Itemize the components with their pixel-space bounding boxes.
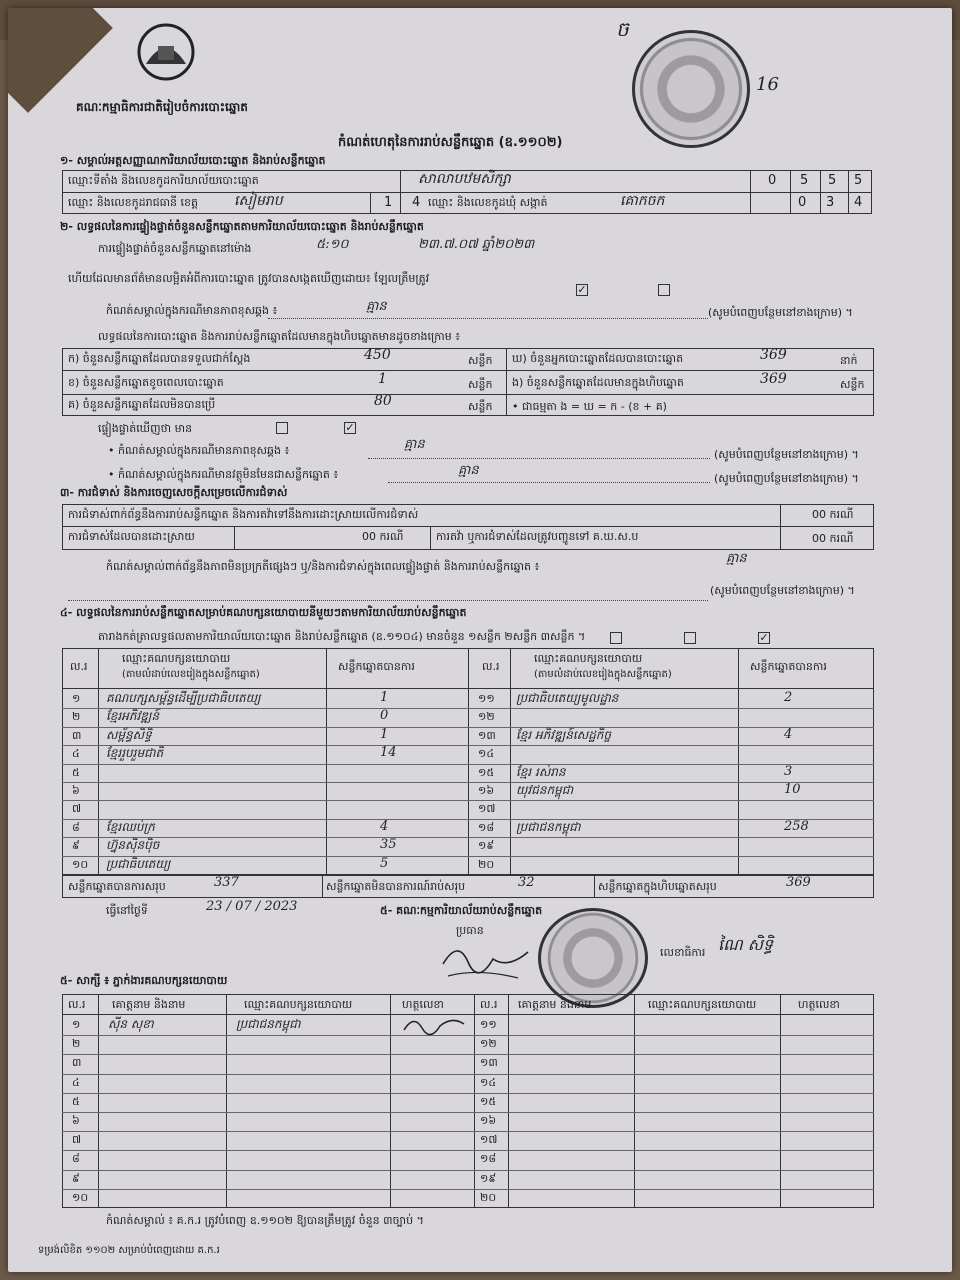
province-code-2: 4 bbox=[412, 195, 421, 210]
recon-a-label: ក) ចំនួនសន្លឹកឆ្នោតដែលបានទទួលជាក់ស្តែង bbox=[68, 352, 251, 365]
results-row-votes: 4 bbox=[380, 819, 389, 834]
pages-3-checkbox[interactable]: ✓ bbox=[759, 631, 769, 644]
results-row-no: ៥ bbox=[72, 766, 80, 779]
observers-col-signature: ហត្ថលេខា bbox=[402, 998, 444, 1011]
observer-row-no: ១៤ bbox=[480, 1076, 497, 1089]
observer-row-no: ១៨ bbox=[480, 1152, 497, 1165]
remark-value: គ្មាន bbox=[366, 299, 387, 314]
form-note: កំណត់សម្គាល់ ៖ គ.ក.រ ត្រូវបំពេញ ឧ.១១០២ ឱ្យបានត្រឹមត្រូវ ចំនួន ៣ច្បាប់ ។ bbox=[106, 1214, 424, 1227]
observer-row-no: ៥ bbox=[72, 1095, 80, 1108]
valid-total-value: 337 bbox=[214, 875, 239, 890]
secretary-label: លេខាធិការ bbox=[660, 946, 706, 959]
opening-text-1: ការផ្ទៀងផ្ទាត់ចំនួនសន្លឹកឆ្នោតនៅម៉ោង bbox=[98, 242, 252, 255]
chairman-label: ប្រធាន bbox=[456, 924, 484, 937]
chairman-signature bbox=[438, 934, 538, 984]
results-row-party: ខ្មែរ រស់រាន bbox=[516, 765, 566, 779]
bullet-remark-1-value: គ្មាន bbox=[404, 437, 425, 452]
opening-text-2: ហើយដែលមានព័ត៌មានលម្អិតអំពីការបោះឆ្នោត ត្រូវបានសង្កេតឃើញដោយ៖ ឡែលត្រឹមត្រូវ bbox=[68, 272, 430, 285]
observer-row-no: ១១ bbox=[480, 1018, 497, 1031]
results-row-votes: 5 bbox=[380, 856, 389, 871]
results-row-no: ១៨ bbox=[478, 821, 495, 834]
remark-label: កំណត់សម្គាល់ក្នុងករណីមានភាពខុសឆ្គង ៖ bbox=[106, 304, 278, 317]
observer-row-no: ១៧ bbox=[480, 1133, 498, 1146]
results-row-party: សម្ព័ន្ធសិទ្ធិ bbox=[106, 728, 152, 742]
polling-station-value: សាលាបឋមសិក្សា bbox=[418, 171, 511, 187]
observer-row-name: ស៊ីន សុខា bbox=[108, 1017, 154, 1031]
results-col-party-sub: (តាមលំដាប់លេខរៀងក្នុងសន្លឹកឆ្នោត) bbox=[122, 669, 260, 680]
committee-signature-heading: ៥- គណៈកម្មការិយាល័យរាប់សន្លឹកឆ្នោត bbox=[380, 904, 543, 917]
observer-row-no: ៩ bbox=[72, 1172, 80, 1185]
results-row-party: យុវជនកម្ពុជា bbox=[516, 783, 574, 797]
province-code-1: 1 bbox=[384, 195, 393, 210]
observer-row-no: ១៦ bbox=[480, 1114, 497, 1127]
results-row-party: ខ្មែរឈប់ក្រ bbox=[106, 820, 155, 834]
observer-row-party: ប្រជាជនកម្ពុជា bbox=[236, 1017, 301, 1031]
seal-broken-checkbox[interactable] bbox=[658, 284, 670, 296]
invalid-total-label: សន្លឹកឆ្នោតមិនបានការណ៍រាប់សរុប bbox=[326, 880, 466, 893]
observers-col-name: គោត្តនាម និងនាម bbox=[112, 998, 186, 1011]
results-row-no: ២០ bbox=[478, 858, 495, 871]
official-seal-bottom bbox=[538, 908, 648, 1008]
results-row-no: ២ bbox=[72, 710, 81, 723]
results-row-no: ៤ bbox=[72, 747, 80, 760]
pages-1-checkbox[interactable] bbox=[610, 632, 622, 644]
recon-d-label: ឃ) ចំនួនអ្នកបោះឆ្នោតដែលបានបោះឆ្នោត bbox=[512, 352, 684, 365]
bullet-remark-1: • កំណត់សម្គាល់ក្នុងករណីមានភាពខុសឆ្គង ៖ bbox=[108, 444, 290, 457]
complaints-row2-value: 00 ករណី bbox=[362, 530, 404, 543]
results-row-no: ១៤ bbox=[478, 747, 495, 760]
opening-time: ៥:១០ bbox=[316, 237, 349, 252]
ballots-in-box-value: 369 bbox=[786, 875, 811, 890]
recon-d-value: 369 bbox=[760, 347, 787, 363]
observer-row-no: ១ bbox=[72, 1018, 81, 1031]
station-digit-4: 5 bbox=[854, 173, 863, 188]
opening-date: ២៣.៧.០៧ ឆ្នាំ២០២៣ bbox=[418, 237, 535, 252]
complaints-remark-value: គ្មាន bbox=[726, 551, 747, 566]
results-row-no: ៧ bbox=[72, 802, 82, 815]
results-row-no: ១៦ bbox=[478, 784, 495, 797]
form-code: ទម្រង់លិខិត ១១០២ សម្រាប់បំពេញដោយ គ.ក.រ bbox=[38, 1245, 220, 1256]
observers-col-name-2: គោត្តនាម និងនាម bbox=[518, 998, 592, 1011]
results-row-party: ប្រជាធិបតេយ្យមូលដ្ឋាន bbox=[516, 691, 619, 705]
observer-signature bbox=[400, 1012, 470, 1038]
results-row-votes: 14 bbox=[380, 745, 397, 760]
section-4-intro: តារាងកត់ត្រាលទ្ធផលតាមការិយាល័យបោះឆ្នោត និងរាប់សន្លឹកឆ្នោត (ឧ.១១០៤) មានចំនួន ១សន្លឹក ២សន្លឹក ៣សន្លឹក ។ bbox=[98, 630, 586, 643]
observer-row-no: ១៥ bbox=[480, 1095, 497, 1108]
observer-row-no: ១៩ bbox=[480, 1172, 497, 1185]
commune-label: ឈ្មោះ និងលេខកូដឃុំ សង្កាត់ bbox=[428, 196, 548, 209]
results-col-votes-2: សន្លឹកឆ្នោតបានការ bbox=[750, 660, 827, 673]
observer-row-no: ៧ bbox=[72, 1133, 82, 1146]
results-row-no: ១៥ bbox=[478, 766, 495, 779]
results-row-party: ខ្មែរ អភិវឌ្ឍន៍សេដ្ឋកិច្ច bbox=[516, 728, 611, 742]
results-row-party: គណបក្សសម្ព័ន្ធដើម្បីប្រជាធិបតេយ្យ bbox=[106, 691, 261, 705]
recon-e-unit: សន្លឹក bbox=[840, 378, 865, 391]
results-row-party: ហ្វ៊ុនស៊ិនប៉ិច bbox=[106, 838, 160, 852]
handwritten-number: 16 bbox=[756, 74, 779, 95]
polling-station-label: ឈ្មោះទីតាំង និងលេខកូដការិយាល័យបោះឆ្នោត bbox=[68, 174, 259, 187]
committee-name: គណៈកម្មាធិការជាតិរៀបចំការបោះឆ្នោត bbox=[76, 100, 248, 114]
recon-b-value: 1 bbox=[378, 371, 387, 387]
results-row-votes: 10 bbox=[784, 782, 801, 797]
station-digit-1: 0 bbox=[768, 173, 777, 188]
recon-d-unit: នាក់ bbox=[840, 354, 858, 367]
observer-row-no: ១២ bbox=[480, 1037, 497, 1050]
recon-c-unit: សន្លឹក bbox=[468, 400, 493, 413]
bullet-remark-1-note: (សូមបំពេញបន្ថែមនៅខាងក្រោម) ។ bbox=[714, 448, 859, 461]
results-col-votes: សន្លឹកឆ្នោតបានការ bbox=[338, 660, 415, 673]
results-row-votes: 0 bbox=[380, 708, 389, 723]
recon-c-value: 80 bbox=[374, 393, 392, 409]
section-5-heading: ៥- សាក្សី ៖ ភ្នាក់ងារគណបក្សនយោបាយ bbox=[60, 974, 228, 987]
complaints-remark-note: (សូមបំពេញបន្ថែមនៅខាងក្រោម) ។ bbox=[710, 584, 855, 597]
complaints-row1-label: ការជំទាស់ពាក់ព័ន្ធនឹងការរាប់សន្លឹកឆ្នោត និងការតវ៉ាទៅនឹងការដោះស្រាយលើការជំទាស់ bbox=[68, 508, 419, 521]
bullet-remark-2-value: គ្មាន bbox=[458, 463, 479, 478]
results-row-votes: 1 bbox=[380, 727, 389, 742]
pages-2-checkbox[interactable] bbox=[684, 632, 696, 644]
results-row-no: ៩ bbox=[72, 839, 80, 852]
complaints-row2-label: ការជំទាស់ដែលបានដោះស្រាយ bbox=[68, 530, 195, 543]
province-label: ឈ្មោះ និងលេខកូដរាជធានី ខេត្ត bbox=[68, 196, 198, 209]
date-value: 23 / 07 / 2023 bbox=[206, 899, 298, 914]
recon-b-label: ខ) ចំនួនសន្លឹកឆ្នោតខូចពេលបោះឆ្នោត bbox=[68, 376, 224, 389]
observer-row-no: ២ bbox=[72, 1037, 81, 1050]
recon-a-value: 450 bbox=[364, 347, 391, 363]
observers-col-signature-2: ហត្ថលេខា bbox=[798, 998, 840, 1011]
results-row-party: ប្រជាធិបតេយ្យ bbox=[106, 857, 171, 871]
ballots-in-box-label: សន្លឹកឆ្នោតក្នុងហិបឆ្នោតសរុប bbox=[598, 880, 717, 893]
results-row-votes: 1 bbox=[380, 690, 389, 705]
nec-logo-icon bbox=[136, 22, 196, 82]
form-title: កំណត់ហេតុនៃការរាប់សន្លឹកឆ្នោត (ឧ.១១០២) bbox=[338, 135, 563, 150]
observers-col-no: ល.រ bbox=[68, 998, 86, 1011]
recon-e-value: 369 bbox=[760, 371, 787, 387]
remark-note: (សូមបំពេញបន្ថែមនៅខាងក្រោម) ។ bbox=[708, 306, 853, 319]
station-digit-3: 5 bbox=[828, 173, 837, 188]
section-4-heading: ៤- លទ្ធផលនៃការរាប់សន្លឹកឆ្នោតសម្រាប់គណបក្សនយោបាយនីមួយៗតាមការិយាល័យរាប់សន្លឹកឆ្នោត bbox=[60, 606, 467, 619]
observer-row-no: ៤ bbox=[72, 1076, 80, 1089]
observers-col-party: ឈ្មោះគណបក្សនយោបាយ bbox=[244, 998, 353, 1011]
observer-row-no: ១៣ bbox=[480, 1056, 498, 1069]
results-col-no-2: ល.រ bbox=[482, 660, 500, 673]
observer-row-no: ៨ bbox=[72, 1152, 80, 1165]
results-col-no: ល.រ bbox=[70, 660, 88, 673]
results-row-party: ខ្មែររួបរួមជាតិ bbox=[106, 746, 164, 760]
recon-a-unit: សន្លឹក bbox=[468, 354, 493, 367]
seal-intact-checkbox[interactable]: ✓ bbox=[577, 283, 587, 296]
results-row-no: ៦ bbox=[72, 784, 80, 797]
official-seal-top bbox=[632, 30, 750, 148]
results-row-no: ១៩ bbox=[478, 839, 495, 852]
secretary-signature: ណៃ សិទ្ធិ bbox=[718, 935, 774, 954]
section-1-heading: ១- សម្គាល់អត្តសញ្ញាណការិយាល័យបោះឆ្នោត និងរាប់សន្លឹកឆ្នោត bbox=[60, 154, 326, 167]
complaints-remark-label: កំណត់សម្គាល់ពាក់ព័ន្ធនឹងភាពមិនប្រក្រតីផ្សេងៗ ឬ/និងការជំទាស់ក្នុងពេលផ្ទៀងផ្ទាត់ និងការរាប់សន្លឹកឆ្នោត ៖ bbox=[106, 560, 540, 573]
results-col-party: ឈ្មោះគណបក្សនយោបាយ bbox=[122, 652, 231, 665]
complaints-row2b-label: ការតវ៉ា ឬការជំទាស់ដែលត្រូវបញ្ជូនទៅ គ.ឃ.ស.ប bbox=[436, 530, 639, 543]
reconciliation-intro: លទ្ធផលនៃការបោះឆ្នោត និងការរាប់សន្លឹកឆ្នោតដែលមានក្នុងហិបឆ្នោតមានដូចខាងក្រោម ៖ bbox=[98, 330, 461, 343]
bullet-remark-2-note: (សូមបំពេញបន្ថែមនៅខាងក្រោម) ។ bbox=[714, 472, 859, 485]
results-row-party: ប្រជាជនកម្ពុជា bbox=[516, 820, 581, 834]
section-2-heading: ២- លទ្ធផលនៃការផ្ទៀងផ្ទាត់ចំនួនសន្លឹកឆ្នោតតាមការិយាល័យបោះឆ្នោត និងរាប់សន្លឹកឆ្នោត bbox=[60, 220, 424, 233]
station-digit-2: 5 bbox=[800, 173, 809, 188]
observers-col-no-2: ល.រ bbox=[480, 998, 498, 1011]
bullet-remark-2: • កំណត់សម្គាល់ក្នុងករណីមានវត្ថុមិនមែនជាសន្លឹកឆ្នោត ៖ bbox=[108, 468, 339, 481]
results-row-no: ១ bbox=[72, 692, 81, 705]
commune-value: គោកចក bbox=[620, 193, 665, 209]
results-row-no: ៣ bbox=[72, 729, 82, 742]
observer-row-no: ៣ bbox=[72, 1056, 82, 1069]
results-row-no: ១០ bbox=[72, 858, 89, 871]
results-row-votes: 3 bbox=[784, 764, 793, 779]
date-label: ធ្វើនៅថ្ងៃទី bbox=[106, 904, 148, 917]
observer-row-no: ២០ bbox=[480, 1191, 497, 1204]
results-row-no: ១២ bbox=[478, 710, 495, 723]
results-row-no: ៨ bbox=[72, 821, 80, 834]
recon-e-label: ង) ចំនួនសន្លឹកឆ្នោតដែលមានក្នុងហិបឆ្នោត bbox=[512, 376, 684, 389]
results-row-no: ១៧ bbox=[478, 802, 496, 815]
recon-c-label: គ) ចំនួនសន្លឹកឆ្នោតដែលមិនបានប្រើ bbox=[68, 398, 216, 411]
complaints-row2b-value: 00 ករណី bbox=[812, 532, 854, 545]
invalid-total-value: 32 bbox=[518, 875, 535, 890]
discrepancy-yes-checkbox[interactable] bbox=[276, 422, 288, 434]
discrepancy-no-checkbox[interactable]: ✓ bbox=[345, 421, 355, 434]
results-row-votes: 2 bbox=[784, 690, 793, 705]
results-row-party: ខ្មែរអភិវឌ្ឍន៍ bbox=[106, 709, 160, 723]
ballot-count-form bbox=[8, 8, 952, 1272]
results-row-votes: 258 bbox=[784, 819, 809, 834]
results-row-votes: 4 bbox=[784, 727, 793, 742]
recon-formula: • ជាធម្មតា ង = ឃ = ក - (ខ + គ) bbox=[512, 400, 667, 413]
valid-total-label: សន្លឹកឆ្នោតបានការសរុប bbox=[68, 880, 166, 893]
commune-digit-3: 4 bbox=[854, 195, 863, 210]
section-3-heading: ៣- ការជំទាស់ និងការចេញសេចក្តីសម្រេចលើការជំទាស់ bbox=[60, 486, 288, 499]
observer-row-no: ១០ bbox=[72, 1191, 89, 1204]
recon-b-unit: សន្លឹក bbox=[468, 378, 493, 391]
observers-col-party-2: ឈ្មោះគណបក្សនយោបាយ bbox=[648, 998, 757, 1011]
commune-digit-1: 0 bbox=[798, 195, 807, 210]
commune-digit-2: 3 bbox=[826, 195, 835, 210]
results-col-party-sub-2: (តាមលំដាប់លេខរៀងក្នុងសន្លឹកឆ្នោត) bbox=[534, 669, 672, 680]
results-row-no: ១៣ bbox=[478, 729, 496, 742]
recon-check-text: ផ្ទៀងផ្ទាត់ឃើញថា មាន bbox=[98, 422, 193, 435]
province-value: សៀមរាប bbox=[234, 193, 283, 209]
results-row-votes: 35 bbox=[380, 837, 397, 852]
results-row-no: ១១ bbox=[478, 692, 495, 705]
folded-corner bbox=[8, 8, 113, 113]
handwritten-code: ច bbox=[616, 17, 629, 41]
observer-row-no: ៦ bbox=[72, 1114, 80, 1127]
complaints-row1-value: 00 ករណី bbox=[812, 508, 854, 521]
results-col-party-2: ឈ្មោះគណបក្សនយោបាយ bbox=[534, 652, 643, 665]
